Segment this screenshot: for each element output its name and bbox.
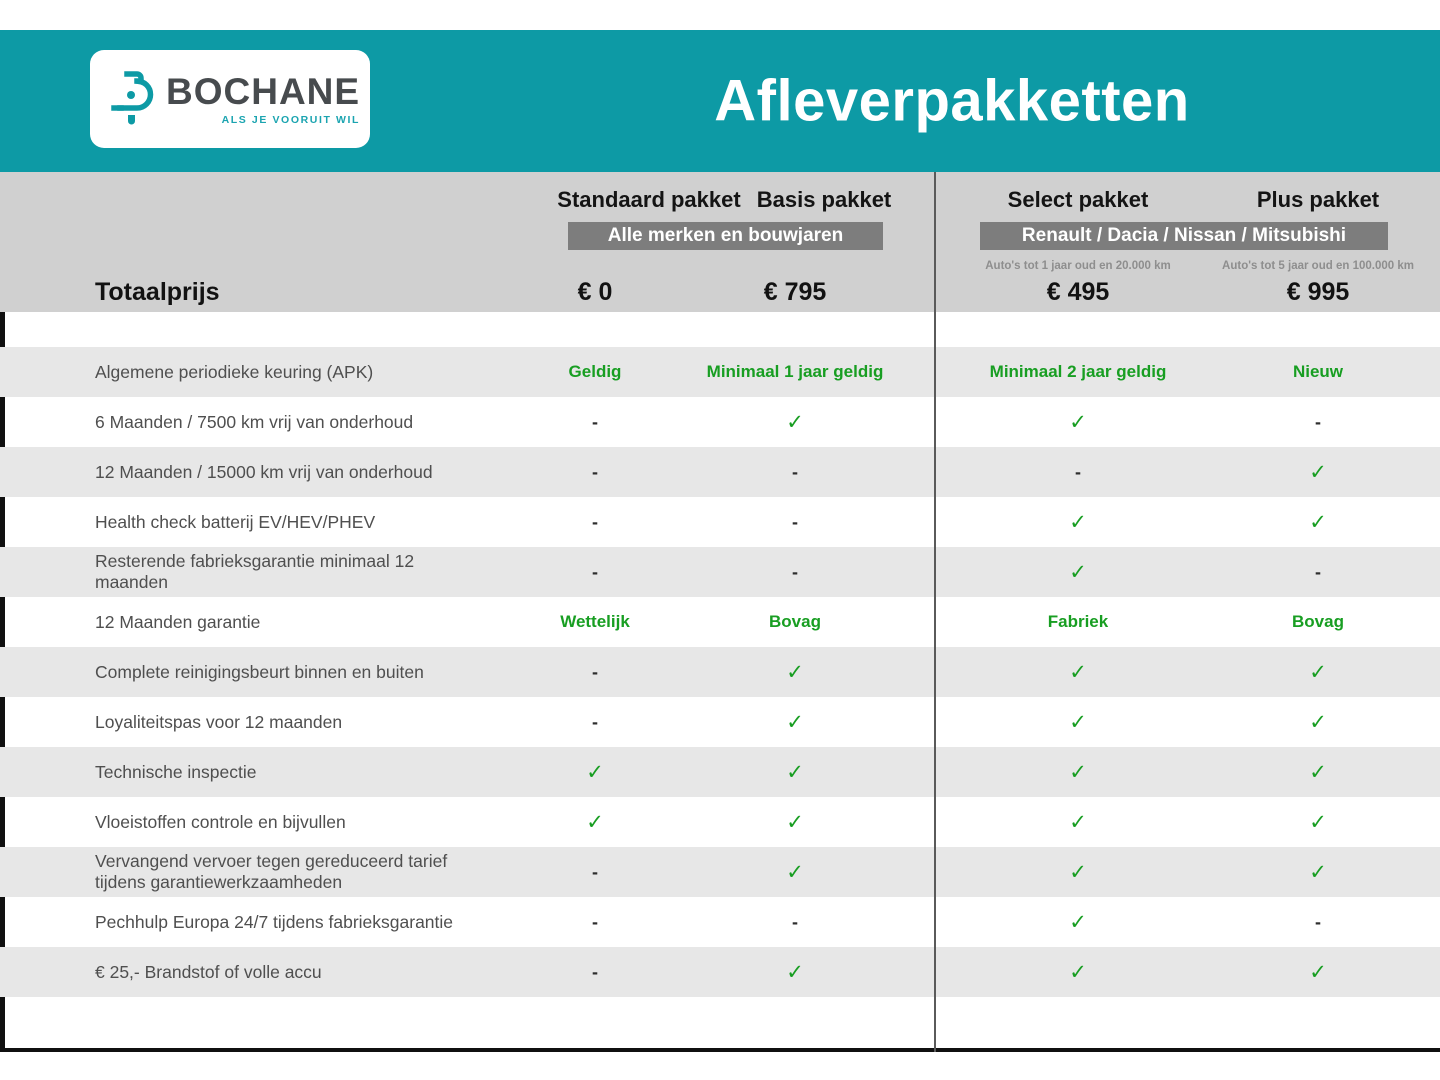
dash-icon: - (792, 562, 798, 582)
pkg-name-standaard: Standaard pakket (557, 187, 741, 212)
dash-icon: - (592, 962, 598, 982)
cell-select (935, 862, 1221, 883)
cell-select (935, 812, 1221, 833)
cell-select (935, 662, 1221, 683)
cell-standaard (490, 863, 700, 881)
dash-icon: - (592, 912, 598, 932)
bochane-logo-icon (110, 67, 156, 131)
group-divider-line (934, 172, 936, 1052)
dash-icon: - (1315, 562, 1321, 582)
cell-select (935, 912, 1221, 933)
cell-plus (1221, 462, 1415, 483)
cell-standaard (490, 513, 700, 531)
cell-select (935, 463, 1221, 481)
cell-basis (700, 712, 890, 733)
subnote-select: Auto's tot 1 jaar oud en 20.000 km (985, 260, 1171, 272)
value-text: Minimaal 1 jaar geldig (706, 362, 884, 381)
logo-text-block (166, 70, 361, 126)
cell-select (935, 762, 1221, 783)
feature-label: € 25,- Brandstof of volle accu (95, 961, 322, 982)
cell-standaard (490, 762, 700, 783)
dash-icon: - (592, 562, 598, 582)
cell-plus (1221, 413, 1415, 431)
cell-select (935, 362, 1221, 382)
spacer-row (0, 312, 1440, 347)
value-text: Wettelijk (560, 612, 630, 631)
cell-basis (700, 812, 890, 833)
cell-select (935, 562, 1221, 583)
cell-standaard (490, 963, 700, 981)
check-icon: ✓ (1309, 710, 1327, 734)
feature-label: Vloeistoffen controle en bijvullen (95, 811, 346, 832)
feature-label: 12 Maanden garantie (95, 611, 261, 632)
cell-plus (1221, 512, 1415, 533)
cell-plus (1221, 962, 1415, 983)
bottom-empty-row (0, 997, 1440, 1048)
cell-basis (700, 762, 890, 783)
cell-plus (1221, 563, 1415, 581)
check-icon: ✓ (1309, 660, 1327, 684)
dash-icon: - (792, 912, 798, 932)
cell-plus (1221, 712, 1415, 733)
feature-row (0, 347, 1440, 397)
check-icon: ✓ (1069, 860, 1087, 884)
cell-basis (700, 463, 890, 481)
value-text: Nieuw (1292, 362, 1344, 381)
cell-standaard (490, 913, 700, 931)
feature-label: 6 Maanden / 7500 km vrij van onderhoud (95, 411, 414, 432)
check-icon: ✓ (1309, 510, 1327, 534)
check-icon: ✓ (1309, 760, 1327, 784)
cell-plus (1221, 612, 1415, 632)
cell-basis (700, 612, 890, 632)
feature-label: Health check batterij EV/HEV/PHEV (95, 511, 376, 532)
check-icon: ✓ (1069, 660, 1087, 684)
value-text: Fabriek (1047, 612, 1109, 631)
cell-basis (700, 513, 890, 531)
package-header-band (0, 172, 1440, 312)
cell-select (935, 412, 1221, 433)
feature-row (0, 547, 1440, 597)
check-icon: ✓ (786, 760, 804, 784)
subnote-plus: Auto's tot 5 jaar oud en 100.000 km (1222, 260, 1414, 272)
dash-icon: - (792, 512, 798, 532)
dash-icon: - (592, 462, 598, 482)
table-bottom-border (0, 1048, 1440, 1052)
pkg-name-plus: Plus pakket (1256, 187, 1380, 212)
value-text: Bovag (769, 612, 821, 631)
cell-plus (1221, 862, 1415, 883)
check-icon: ✓ (1309, 460, 1327, 484)
check-icon: ✓ (1069, 410, 1087, 434)
check-icon: ✓ (1069, 710, 1087, 734)
cell-standaard (490, 812, 700, 833)
total-price-label: Totaalprijs (95, 278, 220, 306)
check-icon: ✓ (586, 810, 604, 834)
cell-basis (700, 412, 890, 433)
feature-label: Pechhulp Europa 24/7 tijdens fabrieksgarantie (95, 911, 454, 932)
cell-standaard (490, 463, 700, 481)
dash-icon: - (592, 512, 598, 532)
feature-table (0, 347, 1440, 997)
brand-tagline: ALS JE VOORUIT WIL (221, 113, 361, 126)
cell-select (935, 962, 1221, 983)
cell-basis (700, 962, 890, 983)
feature-row (0, 747, 1440, 797)
dash-icon: - (592, 412, 598, 432)
cell-basis (700, 362, 890, 382)
feature-row (0, 847, 1440, 897)
check-icon: ✓ (1069, 960, 1087, 984)
feature-row (0, 597, 1440, 647)
feature-label: Technische inspectie (95, 761, 257, 782)
feature-row (0, 397, 1440, 447)
pkg-name-basis: Basis pakket (756, 187, 892, 212)
pkg-name-select: Select pakket (1007, 187, 1149, 212)
price-plus: € 995 (1286, 278, 1350, 306)
cell-basis (700, 662, 890, 683)
feature-label: Algemene periodieke keuring (APK) (95, 361, 374, 382)
dash-icon: - (592, 712, 598, 732)
group-band-all-brands: Alle merken en bouwjaren (568, 222, 883, 250)
cell-standaard (490, 563, 700, 581)
check-icon: ✓ (586, 760, 604, 784)
feature-row (0, 697, 1440, 747)
price-select: € 495 (1046, 278, 1110, 306)
cell-standaard (490, 713, 700, 731)
feature-label: Vervangend vervoer tegen gereduceerd tarief tijdens garantiewerkzaamheden (95, 851, 448, 892)
cell-basis (700, 563, 890, 581)
bochane-logo (90, 50, 370, 148)
feature-row (0, 497, 1440, 547)
cell-select (935, 712, 1221, 733)
check-icon: ✓ (1069, 760, 1087, 784)
feature-row (0, 797, 1440, 847)
dash-icon: - (1075, 462, 1081, 482)
check-icon: ✓ (786, 810, 804, 834)
dash-icon: - (1315, 412, 1321, 432)
value-text: Bovag (1292, 612, 1344, 631)
feature-row (0, 897, 1440, 947)
page-title: Afleverpakketten (714, 68, 1190, 134)
feature-label: Loyaliteitspas voor 12 maanden (95, 711, 343, 732)
cell-basis (700, 862, 890, 883)
cell-standaard (490, 362, 700, 382)
check-icon: ✓ (786, 710, 804, 734)
check-icon: ✓ (1069, 810, 1087, 834)
check-icon: ✓ (1309, 860, 1327, 884)
check-icon: ✓ (786, 410, 804, 434)
feature-row (0, 647, 1440, 697)
cell-standaard (490, 663, 700, 681)
check-icon: ✓ (1309, 810, 1327, 834)
cell-select (935, 512, 1221, 533)
feature-label: Complete reinigingsbeurt binnen en buiten (95, 661, 424, 682)
check-icon: ✓ (786, 960, 804, 984)
value-text: Geldig (568, 362, 622, 381)
check-icon: ✓ (1309, 960, 1327, 984)
feature-row (0, 447, 1440, 497)
group-band-renault-group: Renault / Dacia / Nissan / Mitsubishi (980, 222, 1388, 250)
check-icon: ✓ (786, 860, 804, 884)
cell-plus (1221, 913, 1415, 931)
dash-icon: - (792, 462, 798, 482)
cell-standaard (490, 612, 700, 632)
brand-name: BOCHANE (166, 70, 361, 112)
dash-icon: - (1315, 912, 1321, 932)
cell-plus (1221, 812, 1415, 833)
feature-label: Resterende fabrieksgarantie minimaal 12 maanden (95, 551, 415, 592)
dash-icon: - (592, 862, 598, 882)
cell-basis (700, 913, 890, 931)
cell-standaard (490, 413, 700, 431)
header-bar (0, 30, 1440, 172)
price-standaard: € 0 (577, 278, 613, 306)
cell-plus (1221, 362, 1415, 382)
feature-label: 12 Maanden / 15000 km vrij van onderhoud (95, 461, 433, 482)
cell-plus (1221, 762, 1415, 783)
check-icon: ✓ (1069, 910, 1087, 934)
check-icon: ✓ (1069, 510, 1087, 534)
check-icon: ✓ (786, 660, 804, 684)
cell-select (935, 612, 1221, 632)
cell-plus (1221, 662, 1415, 683)
feature-row (0, 947, 1440, 997)
price-basis: € 795 (763, 278, 827, 306)
value-text: Minimaal 2 jaar geldig (989, 362, 1167, 381)
dash-icon: - (592, 662, 598, 682)
check-icon: ✓ (1069, 560, 1087, 584)
